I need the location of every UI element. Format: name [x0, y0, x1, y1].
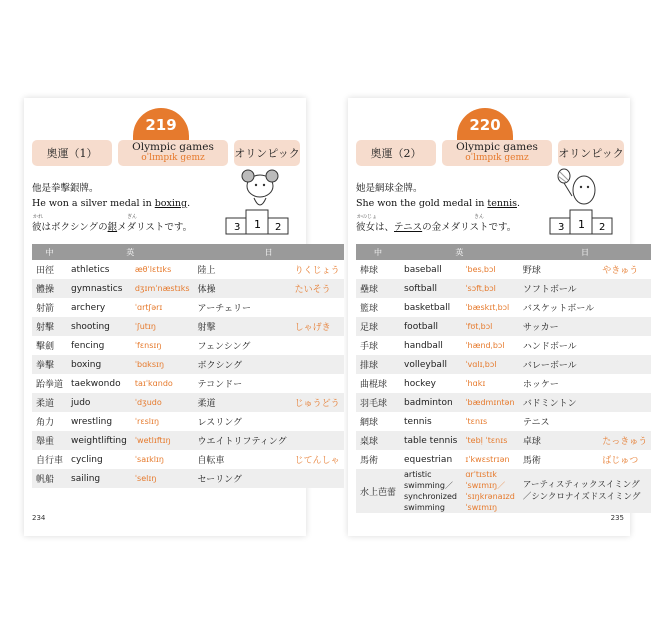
sentence-japanese [356, 214, 517, 233]
header-english-word: Olympic games [132, 141, 214, 153]
word-japanese: サッカー [519, 317, 598, 336]
svg-text:3: 3 [234, 222, 241, 233]
word-japanese: レスリング [194, 412, 291, 431]
word-english: archery [67, 298, 131, 317]
lesson-header [356, 140, 624, 166]
tennis-podium-illustration [544, 168, 624, 238]
table-row [32, 317, 344, 336]
word-english: fencing [67, 336, 131, 355]
column-header-japanese: 日 [519, 244, 651, 260]
word-reading: やきゅう [598, 260, 651, 279]
word-english: equestrian [400, 450, 461, 469]
word-chinese: 柔道 [32, 393, 67, 412]
word-chinese: 體操 [32, 279, 67, 298]
ruby-text: ぎん [127, 214, 138, 220]
table-row [356, 393, 651, 412]
sentence-japanese [32, 214, 193, 233]
table-row [356, 336, 651, 355]
sentence-english [32, 198, 190, 209]
header-japanese: オリンピック [558, 140, 624, 166]
header-english [118, 140, 228, 166]
word-english: artistic swimming／synchronized swimming [400, 469, 461, 513]
column-header-english: 英 [67, 244, 193, 260]
table-row [32, 469, 344, 488]
sentence-english-post: . [187, 198, 191, 209]
word-ipa: ˈbɑksɪŋ [131, 355, 194, 374]
word-ipa: ˈselɪŋ [131, 469, 194, 488]
word-ipa: ˈɑrtʃərɪ [131, 298, 194, 317]
word-ipa: taɪˈkɑndo [131, 374, 194, 393]
word-japanese: テコンドー [194, 374, 291, 393]
svg-text:1: 1 [578, 218, 585, 231]
ruby-text: かれ [33, 214, 44, 220]
svg-text:2: 2 [275, 222, 282, 233]
table-row [356, 450, 651, 469]
word-japanese: 体操 [194, 279, 291, 298]
lesson-number-badge: 219 [133, 108, 189, 140]
word-english: hockey [400, 374, 461, 393]
word-ipa: ˈbædmɪntən [461, 393, 518, 412]
table-row [32, 374, 344, 393]
word-chinese: 籃球 [356, 298, 400, 317]
left-page [32, 0, 340, 640]
column-header-japanese: 日 [194, 244, 344, 260]
sentence-english [356, 198, 520, 209]
word-japanese: テニス [519, 412, 598, 431]
word-english: shooting [67, 317, 131, 336]
table-row [32, 298, 344, 317]
word-japanese: アーチェリー [194, 298, 291, 317]
word-english: table tennis [400, 431, 461, 450]
word-japanese: セーリング [194, 469, 291, 488]
word-reading [291, 431, 344, 450]
column-header-chinese: 中 [32, 244, 67, 260]
word-chinese: 舉重 [32, 431, 67, 450]
word-ipa: æθˈlɛtɪks [131, 260, 194, 279]
word-reading: たいそう [291, 279, 344, 298]
sentence-chinese: 她是網球金牌。 [356, 183, 423, 194]
word-reading [291, 336, 344, 355]
sentence-japanese-post: メダリストです。 [117, 222, 193, 233]
word-english: judo [67, 393, 131, 412]
word-ipa: ˈhændˌbɔl [461, 336, 518, 355]
word-japanese: 自転車 [194, 450, 291, 469]
word-ipa: ˈtebḷ ˈtɛnɪs [461, 431, 518, 450]
table-row [32, 431, 344, 450]
word-chinese: 桌球 [356, 431, 400, 450]
table-row [356, 317, 651, 336]
word-reading: りくじょう [291, 260, 344, 279]
boxer-podium-illustration [220, 168, 300, 238]
word-ipa: ˈsaɪklɪŋ [131, 450, 194, 469]
word-english: baseball [400, 260, 461, 279]
word-ipa: ˈhɑkɪ [461, 374, 518, 393]
word-japanese: 野球 [519, 260, 598, 279]
word-japanese: 柔道 [194, 393, 291, 412]
header-chinese: 奧運（2） [356, 140, 436, 166]
header-chinese: 奧運（1） [32, 140, 112, 166]
word-ipa: ˈrɛslɪŋ [131, 412, 194, 431]
sentence-japanese-post: の金メダリストです。 [422, 222, 517, 233]
table-row [356, 260, 651, 279]
word-english: gymnastics [67, 279, 131, 298]
header-japanese: オリンピック [234, 140, 300, 166]
word-japanese: ウエイトリフティング [194, 431, 291, 450]
word-chinese: 壘球 [356, 279, 400, 298]
word-english: tennis [400, 412, 461, 431]
word-english: football [400, 317, 461, 336]
word-ipa: ˈvɑlɪˌbɔl [461, 355, 518, 374]
word-reading [291, 412, 344, 431]
header-ipa: oˈlɪmpɪk gemz [141, 153, 205, 163]
word-japanese: ハンドボール [519, 336, 598, 355]
sentence-english-pre: She won the gold medal in [356, 198, 488, 209]
word-ipa: ˈbæskɪtˌbɔl [461, 298, 518, 317]
word-chinese: 自行車 [32, 450, 67, 469]
word-japanese: バレーボール [519, 355, 598, 374]
sentence-japanese-pre: 彼はボクシングの [32, 222, 108, 233]
word-japanese: バスケットボール [519, 298, 598, 317]
word-japanese: ソフトボール [519, 279, 598, 298]
word-english: handball [400, 336, 461, 355]
column-header-chinese: 中 [356, 244, 400, 260]
word-ipa: ˈwetlɪftɪŋ [131, 431, 194, 450]
word-reading [598, 355, 651, 374]
table-row [356, 431, 651, 450]
word-reading [598, 393, 651, 412]
word-reading [598, 336, 651, 355]
word-english: cycling [67, 450, 131, 469]
word-reading [291, 374, 344, 393]
word-english: softball [400, 279, 461, 298]
table-row [32, 336, 344, 355]
word-english: basketball [400, 298, 461, 317]
word-english: volleyball [400, 355, 461, 374]
word-ipa: ˈtɛnɪs [461, 412, 518, 431]
svg-text:1: 1 [254, 218, 261, 231]
word-chinese: 射擊 [32, 317, 67, 336]
header-ipa: oˈlɪmpɪk gemz [465, 153, 529, 163]
word-japanese: アーティスティックスイミング／シンクロナイズドスイミング [519, 469, 651, 513]
word-ipa: ˈfʊtˌbɔl [461, 317, 518, 336]
word-japanese: 陸上 [194, 260, 291, 279]
page-number: 234 [32, 514, 46, 522]
sentence-english-key: tennis [487, 198, 517, 209]
table-row [356, 469, 651, 513]
word-ipa: ɑrˈtɪstɪk ˈswɪmɪŋ／ˈsɪŋkrənaɪzd ˈswɪmɪŋ [461, 469, 518, 513]
svg-text:2: 2 [599, 222, 606, 233]
word-reading [598, 374, 651, 393]
word-reading [598, 317, 651, 336]
word-english: weightlifting [67, 431, 131, 450]
word-chinese: 跆拳道 [32, 374, 67, 393]
word-chinese: 水上芭蕾 [356, 469, 400, 513]
word-chinese: 羽毛球 [356, 393, 400, 412]
word-japanese: ボクシング [194, 355, 291, 374]
word-chinese: 曲棍球 [356, 374, 400, 393]
word-reading [291, 355, 344, 374]
table-row [356, 298, 651, 317]
table-row [32, 450, 344, 469]
sentence-english-pre: He won a silver medal in [32, 198, 155, 209]
word-japanese: 馬術 [519, 450, 598, 469]
table-row [356, 355, 651, 374]
word-reading [598, 279, 651, 298]
word-ipa: ˈʃutɪŋ [131, 317, 194, 336]
table-row [32, 355, 344, 374]
word-chinese: 足球 [356, 317, 400, 336]
word-chinese: 馬術 [356, 450, 400, 469]
sentence-japanese-pre: 彼女は、 [356, 222, 395, 233]
word-chinese: 田徑 [32, 260, 67, 279]
table-row [32, 412, 344, 431]
word-english: wrestling [67, 412, 131, 431]
right-page [356, 0, 648, 640]
word-chinese: 帆船 [32, 469, 67, 488]
header-english-word: Olympic games [456, 141, 538, 153]
word-chinese: 拳擊 [32, 355, 67, 374]
word-ipa: ˈbesˌbɔl [461, 260, 518, 279]
sentence-japanese-key: 銀 [107, 222, 118, 233]
word-english: badminton [400, 393, 461, 412]
vocabulary-table [32, 244, 344, 488]
word-chinese: 手球 [356, 336, 400, 355]
word-english: athletics [67, 260, 131, 279]
word-japanese: 卓球 [519, 431, 598, 450]
table-row [32, 279, 344, 298]
table-row [32, 260, 344, 279]
word-ipa: ˈdʒudo [131, 393, 194, 412]
word-japanese: バドミントン [519, 393, 598, 412]
word-reading: ばじゅつ [598, 450, 651, 469]
header-english [442, 140, 552, 166]
word-reading: じてんしゃ [291, 450, 344, 469]
word-reading: たっきゅう [598, 431, 651, 450]
lesson-header [32, 140, 300, 166]
word-japanese: ホッケー [519, 374, 598, 393]
word-reading [598, 298, 651, 317]
word-japanese: 射撃 [194, 317, 291, 336]
word-ipa: dʒɪmˈnæstɪks [131, 279, 194, 298]
word-reading [291, 469, 344, 488]
table-row [356, 374, 651, 393]
table-row [32, 393, 344, 412]
word-ipa: ˈsɔftˌbɔl [461, 279, 518, 298]
word-reading [291, 298, 344, 317]
word-japanese: フェンシング [194, 336, 291, 355]
word-reading: じゅうどう [291, 393, 344, 412]
word-chinese: 射箭 [32, 298, 67, 317]
sentence-chinese: 他是拳擊銀牌。 [32, 183, 99, 194]
page-number: 235 [610, 514, 624, 522]
word-english: boxing [67, 355, 131, 374]
word-chinese: 網球 [356, 412, 400, 431]
word-chinese: 擊劍 [32, 336, 67, 355]
word-chinese: 排球 [356, 355, 400, 374]
ruby-text: かのじょ [357, 214, 378, 220]
word-reading [598, 412, 651, 431]
table-row [356, 279, 651, 298]
word-ipa: ɪˈkwɛstrɪən [461, 450, 518, 469]
table-row [356, 412, 651, 431]
word-english: taekwondo [67, 374, 131, 393]
word-ipa: ˈfɛnsɪŋ [131, 336, 194, 355]
sentence-japanese-key: テニス [394, 222, 423, 233]
vocabulary-table [356, 244, 651, 513]
word-english: sailing [67, 469, 131, 488]
sentence-english-post: . [516, 198, 521, 209]
column-header-english: 英 [400, 244, 519, 260]
word-chinese: 角力 [32, 412, 67, 431]
word-reading: しゃげき [291, 317, 344, 336]
lesson-number-badge: 220 [457, 108, 513, 140]
ruby-text: きん [474, 214, 485, 220]
word-chinese: 棒球 [356, 260, 400, 279]
svg-text:3: 3 [558, 222, 565, 233]
sentence-english-key: boxing [154, 198, 188, 209]
